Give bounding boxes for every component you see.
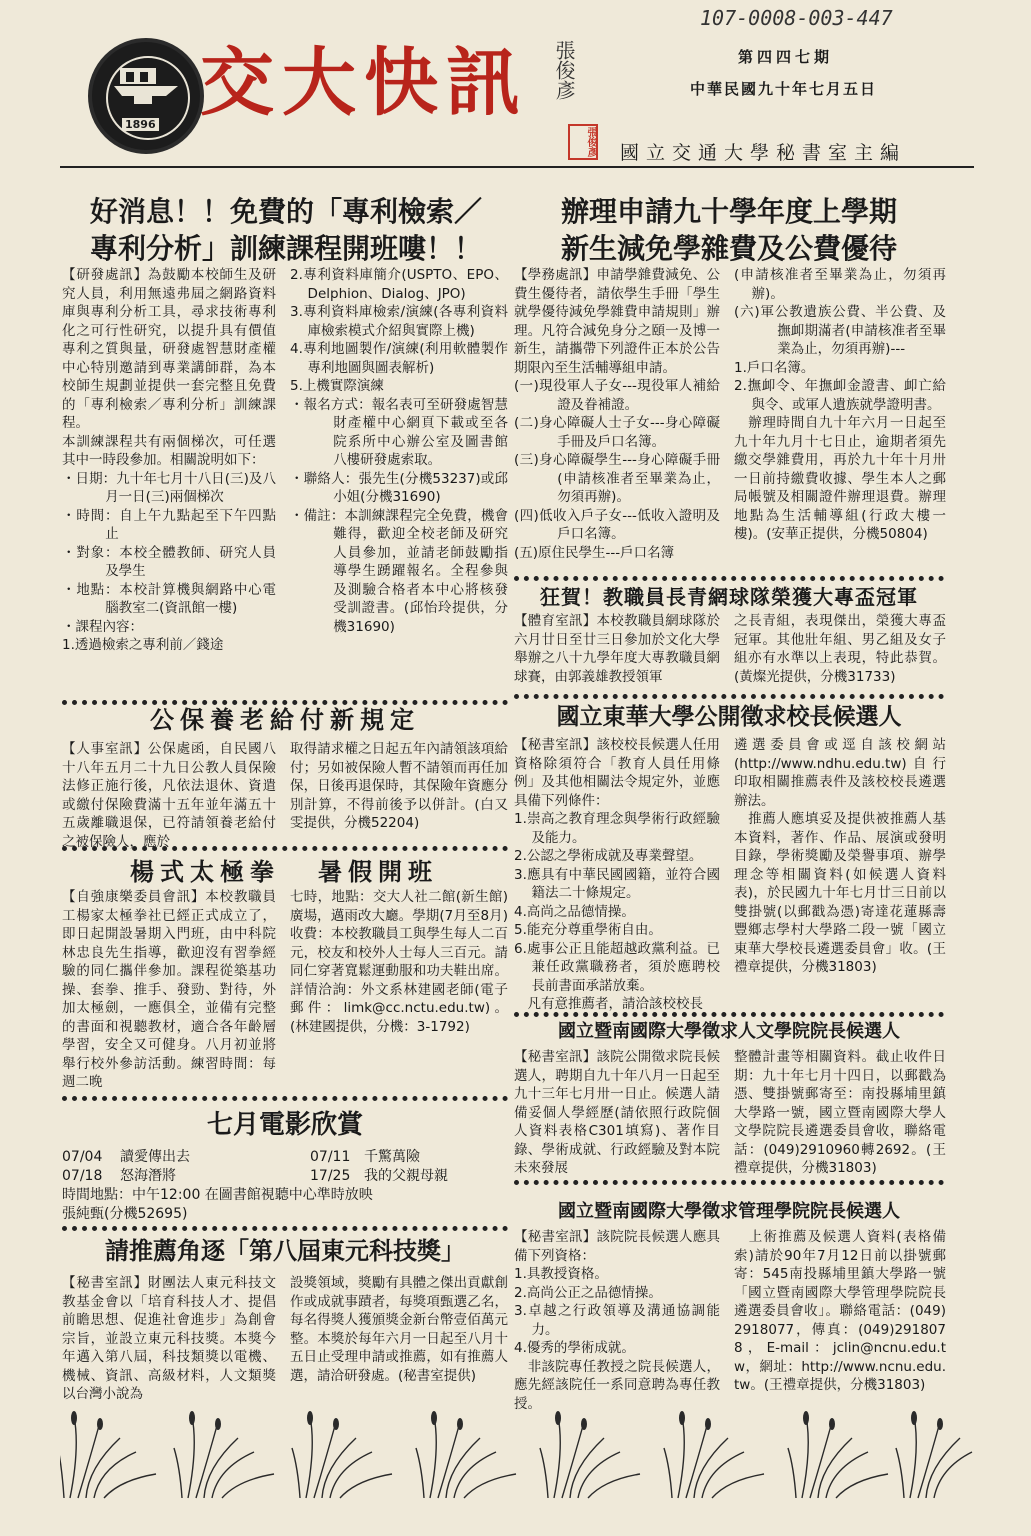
movie-date: 17/25	[310, 1168, 351, 1184]
ncnu-mgmt-headline: 國立暨南國際大學徵求管理學院院長候選人	[558, 1201, 900, 1222]
patent-col2: 2.專利資料庫簡介(USPTO、EPO、Delphion、Dialog、JPO) 3.專利資料庫檢索/演練(各專利資料庫檢索模式介紹與實際上機) 4.專利地圖製作/演練(利用軟體製作專利地圖與圖表解析) 5.上機實際演練 ・報名方式：報名表可至研發處智慧財產權中心網頁下載或至各院系所中心辦公室及圖書館八樓研發處索取。 ・聯絡人：張先生(分機53237)或邱小姐(分機31690) ・備註：本訓練課程完全免費，機會難得，歡迎全校老師及研究人員參加，並請老師鼓勵指導學生踴躍報名。全程參與及測驗合格者本中心將核發受訓證書。(邱怡玲提供，分機31690)	[290, 267, 508, 635]
tuition-headline: 辦理申請九十學年度上學期 新生減免學雜費及公費優待	[560, 195, 897, 265]
ncnu-hum-headline: 國立暨南國際大學徵求人文學院院長候選人	[558, 1021, 900, 1042]
divider	[514, 1180, 944, 1185]
logo-year: 1896	[122, 118, 159, 131]
movie-date: 07/04	[62, 1149, 103, 1165]
ncnu-hum-col2: 整體計畫等相關資料。截止收件日期：九十年七月十四日，以郵戳為憑、雙掛號郵寄至：南投縣埔里鎮大學路一號，國立暨南國際大學人文學院院長遴選委員會收，聯絡電話：(049)2910960轉2692。(王禮章提供，分機31803)	[734, 1049, 946, 1176]
pension-col2: 取得請求權之日起五年內請領該項給付；另如被保險人暫不請領而再任加保，日後再退保時，其保險年資應分別計算，不得前後予以併計。(白又雯提供，分機52204)	[290, 741, 508, 831]
taichi-col1: 【自強康樂委員會訊】本校教職員工楊家太極拳社已經正式成立了，即日起開設暑期入門班，由中科院林忠良先生指導，歡迎沒有習拳經驗的同仁攜伴參加。課程從築基功操、套拳、推手、發勁、對待，外加太極劍，一應俱全，並備有完整的書面和視聽教材，適合各年齡層學習，安全又可健身。八月初並將舉行校外參訪活動。練習時間：每週二晚	[62, 889, 276, 1090]
movie-title: 讀愛傳出去	[120, 1149, 190, 1165]
archive-number: 107-0008-003-447	[700, 6, 893, 30]
tennis-headline: 狂賀！教職員長青網球隊榮獲大專盃冠軍	[540, 585, 918, 609]
ndhu-col1: 【秘書室訊】該校校長候選人任用資格除須符合「教育人員任用條例」及其他相關法令規定外，並應具備下列條件： 1.崇高之教育理念與學術行政經驗及能力。 2.公認之學術成就及專業聲望。 3.應具有中華民國國籍，並符合國籍法二十條規定。 4.高尚之品德情操。 5.能充分尊重學術自由。 6.處事公正且能超越政黨利益。已兼任政黨職務者，須於應聘校長前書面承諾放棄。 凡有意推薦者，請洽該校校長	[514, 737, 720, 1012]
seal-stamp: 張俊彥	[568, 124, 598, 160]
anvil-icon	[112, 64, 180, 108]
tuition-col2: (申請核准者至畢業為止，勿須再辦)。 (六)軍公教遺族公費、半公費、及撫卹期滿者(申請核准者至畢業為止，勿須再辦)--- 1.戶口名簿。 2.撫卹令、年撫卹金證書、卹亡給與令、或軍人遺族就學證明書。 辦理時間自九十年六月一日起至九十年九月十七日止，逾期者須先繳交學雜費用，再於九十年十月卅一日前持繳費收據、學生本人之郵局帳號及相關證件辦理退費。辦理地點為生活輔導組(行政大樓一樓)。(安華正提供，分機50804)	[734, 267, 946, 542]
issue-number: 第四四七期	[738, 48, 834, 66]
university-logo	[88, 38, 204, 154]
movie-title: 千驚萬險	[364, 1149, 420, 1165]
issue-date: 中華民國九十年七月五日	[690, 80, 878, 98]
masthead-calligraphy: 張俊彥	[552, 40, 576, 100]
tennis-col2: 之長青組，表現傑出，榮獲大專盃冠軍。其他壯年組、男乙組及女子組亦有水準以上表現，特此恭賀。(黃燦光提供，分機31733)	[734, 613, 946, 685]
taichi-col2: 七時，地點：交大人社二館(新生館)廣場，邁雨改大廳。學期(7月至8月)收費：本校教職員工與學生每人二百元，校友和校外人士每人三百元。請同仁穿著寬鬆運動服和功夫鞋出席。詳情洽詢：外文系林建國老師(電子郵件：limk@cc.nctu.edu.tw)。(林建國提供，分機：3-1792)	[290, 889, 508, 1035]
masthead-title: 交大快訊	[200, 40, 528, 126]
tuition-col1: 【學務處訊】申請學雜費減免、公費生優待者，請依學生手冊「學生就學優待減免學雜費申請規則」辦理。凡符合減免身分之頤一及博一新生，請攜帶下列證件正本於公告期限內至生活輔導組申請。 (一)現役軍人子女---現役軍人補給證及眷補證。 (二)身心障礙人士子女---身心障礙手冊及戶口名簿。 (三)身心障礙學生---身心障礙手冊(申請核准者至畢業為止，勿須再辦)。 (四)低收入戶子女---低收入證明及戶口名簿。 (五)原住民學生---戶口名簿	[514, 267, 720, 561]
divider	[62, 1226, 508, 1231]
tennis-col1: 【體育室訊】本校教職員網球隊於六月廿日至廿三日參加於文化大學舉辦之八十九學年度大專教職員網球賽，由郭義雄教授領軍	[514, 613, 720, 685]
divider	[514, 576, 944, 581]
taichi-headline-a: 楊式太極拳	[130, 857, 280, 886]
divider	[514, 694, 944, 699]
award-col1: 【秘書室訊】財團法人東元科技文教基金會以「培育科技人才、提倡前瞻思想、促進社會進步」為創會宗旨，並設立東元科技獎。本獎今年邁入第八屆，科技類獎以電機、機械、資訊、高級材料，人文類獎以台灣小說為	[62, 1275, 276, 1402]
movies-contact: 張純甄(分機52695)	[62, 1206, 188, 1222]
masthead-rule	[60, 166, 974, 168]
ndhu-col2: 遴選委員會或逕自該校網站(http://www.ndhu.edu.tw)自行印取相關推薦表件及該校校長遴選辦法。 推薦人應填妥及提供被推薦人基本資料，著作、作品、展演或發明目錄，學術獎勵及榮譽事項、辦學理念等相關資料(如候選人資料表)，於民國九十年七月廿三日前以雙掛號(以郵戳為憑)寄達花蓮縣壽豐鄉志學村大學路二段一號「國立東華大學校長遴選委員會」收。(王禮章提供，分機31803)	[734, 737, 946, 975]
movies-headline: 七月電影欣賞	[206, 1110, 363, 1140]
movie-date: 07/18	[62, 1168, 103, 1184]
movies-venue: 時間地點：中午12:00 在圖書館視聽中心準時放映	[62, 1187, 373, 1203]
patent-headline: 好消息！！免費的「專利檢索／ 專利分析」訓練課程開班嘍！！	[89, 195, 482, 265]
ncnu-mgmt-col1: 【秘書室訊】該院院長候選人應具備下列資格： 1.具教授資格。 2.高尚公正之品德情操。 3.卓越之行政領導及溝通協調能力。 4.優秀的學術成就。 非該院專任教授之院長候選人，應先經該院任一系同意聘為專任教授。	[514, 1229, 720, 1412]
pension-col1: 【人事室訊】公保處函，自民國八十八年五月二十九日公教人員保險法修正施行後，凡依法退休、資遣或繳付保險費滿十五年並年滿五十五歲離職退保，已符請領養老給付之被保險人，應於	[62, 741, 276, 850]
movie-date: 07/11	[310, 1149, 351, 1165]
reed-decoration	[60, 1408, 974, 1500]
ncnu-hum-col1: 【秘書室訊】該院公開徵求院長候選人，聘期自九十年八月一日起至九十三年七月卅一日止。候選人請備妥個人學經歷(請依照行政院個人資料表格C301填寫)、著作目錄、學術成就、行政經驗及對本院未來發展	[514, 1049, 720, 1176]
reed-grass-icon	[60, 1408, 974, 1500]
taichi-headline-b: 暑假開班	[318, 857, 438, 886]
movie-title: 我的父親母親	[364, 1168, 448, 1184]
editor-line: 國立交通大學秘書室主編	[620, 142, 907, 164]
patent-col1: 【研發處訊】為鼓勵本校師生及研究人員，利用無遠弗屆之網路資料庫與專利分析工具，尋求技術專利化之可行性研究，以提升具有價值專利之質與量，研發處智慧財產權中心特別邀請到專業講師群，為本校師生規劃並提供一套完整且免費的「專利檢索／專利分析」訓練課程。 本訓練課程共有兩個梯次，可任選其中一時段參加。相關說明如下： ・日期：九十年七月十八日(三)及八月一日(三)兩個梯次 ・時間：自上午九點起至下午四點止 ・對象：本校全體教師、研究人員及學生 ・地點：本校計算機與網路中心電腦教室二(資訊館一樓) ・課程內容： 1.透過檢索之專利前／錢途	[62, 267, 276, 653]
divider	[514, 1012, 944, 1017]
award-headline: 請推薦角逐「第八屆東元科技獎」	[105, 1237, 465, 1265]
movie-title: 怒海潛將	[120, 1168, 176, 1184]
divider	[62, 846, 508, 851]
pension-headline: 公保養老給付新規定	[150, 705, 420, 734]
award-col2: 設獎領域，獎勵有具體之傑出貢獻創作或成就事蹟者，每獎項甄選乙名，每名得獎人獲頒獎金新台幣壹佰萬元整。本獎於每年六月一日起至八月十五日止受理申請或推薦，如有推薦人選，請洽研發處。(秘書室提供)	[290, 1275, 508, 1384]
ncnu-mgmt-col2: 上術推薦及候選人資料(表格備索)請於90年7月12日前以掛號郵寄：545南投縣埔里鎮大學路一號「國立暨南國際大學管理學院院長遴選委員會收」。聯絡電話：(049)2918077，傳真：(049)2918078，E-mail：jclin@ncnu.edu.tw，網址：http://www.ncnu.edu.tw。(王禮章提供，分機31803)	[734, 1229, 946, 1393]
divider	[62, 1096, 508, 1101]
ndhu-headline: 國立東華大學公開徵求校長候選人	[556, 704, 902, 730]
